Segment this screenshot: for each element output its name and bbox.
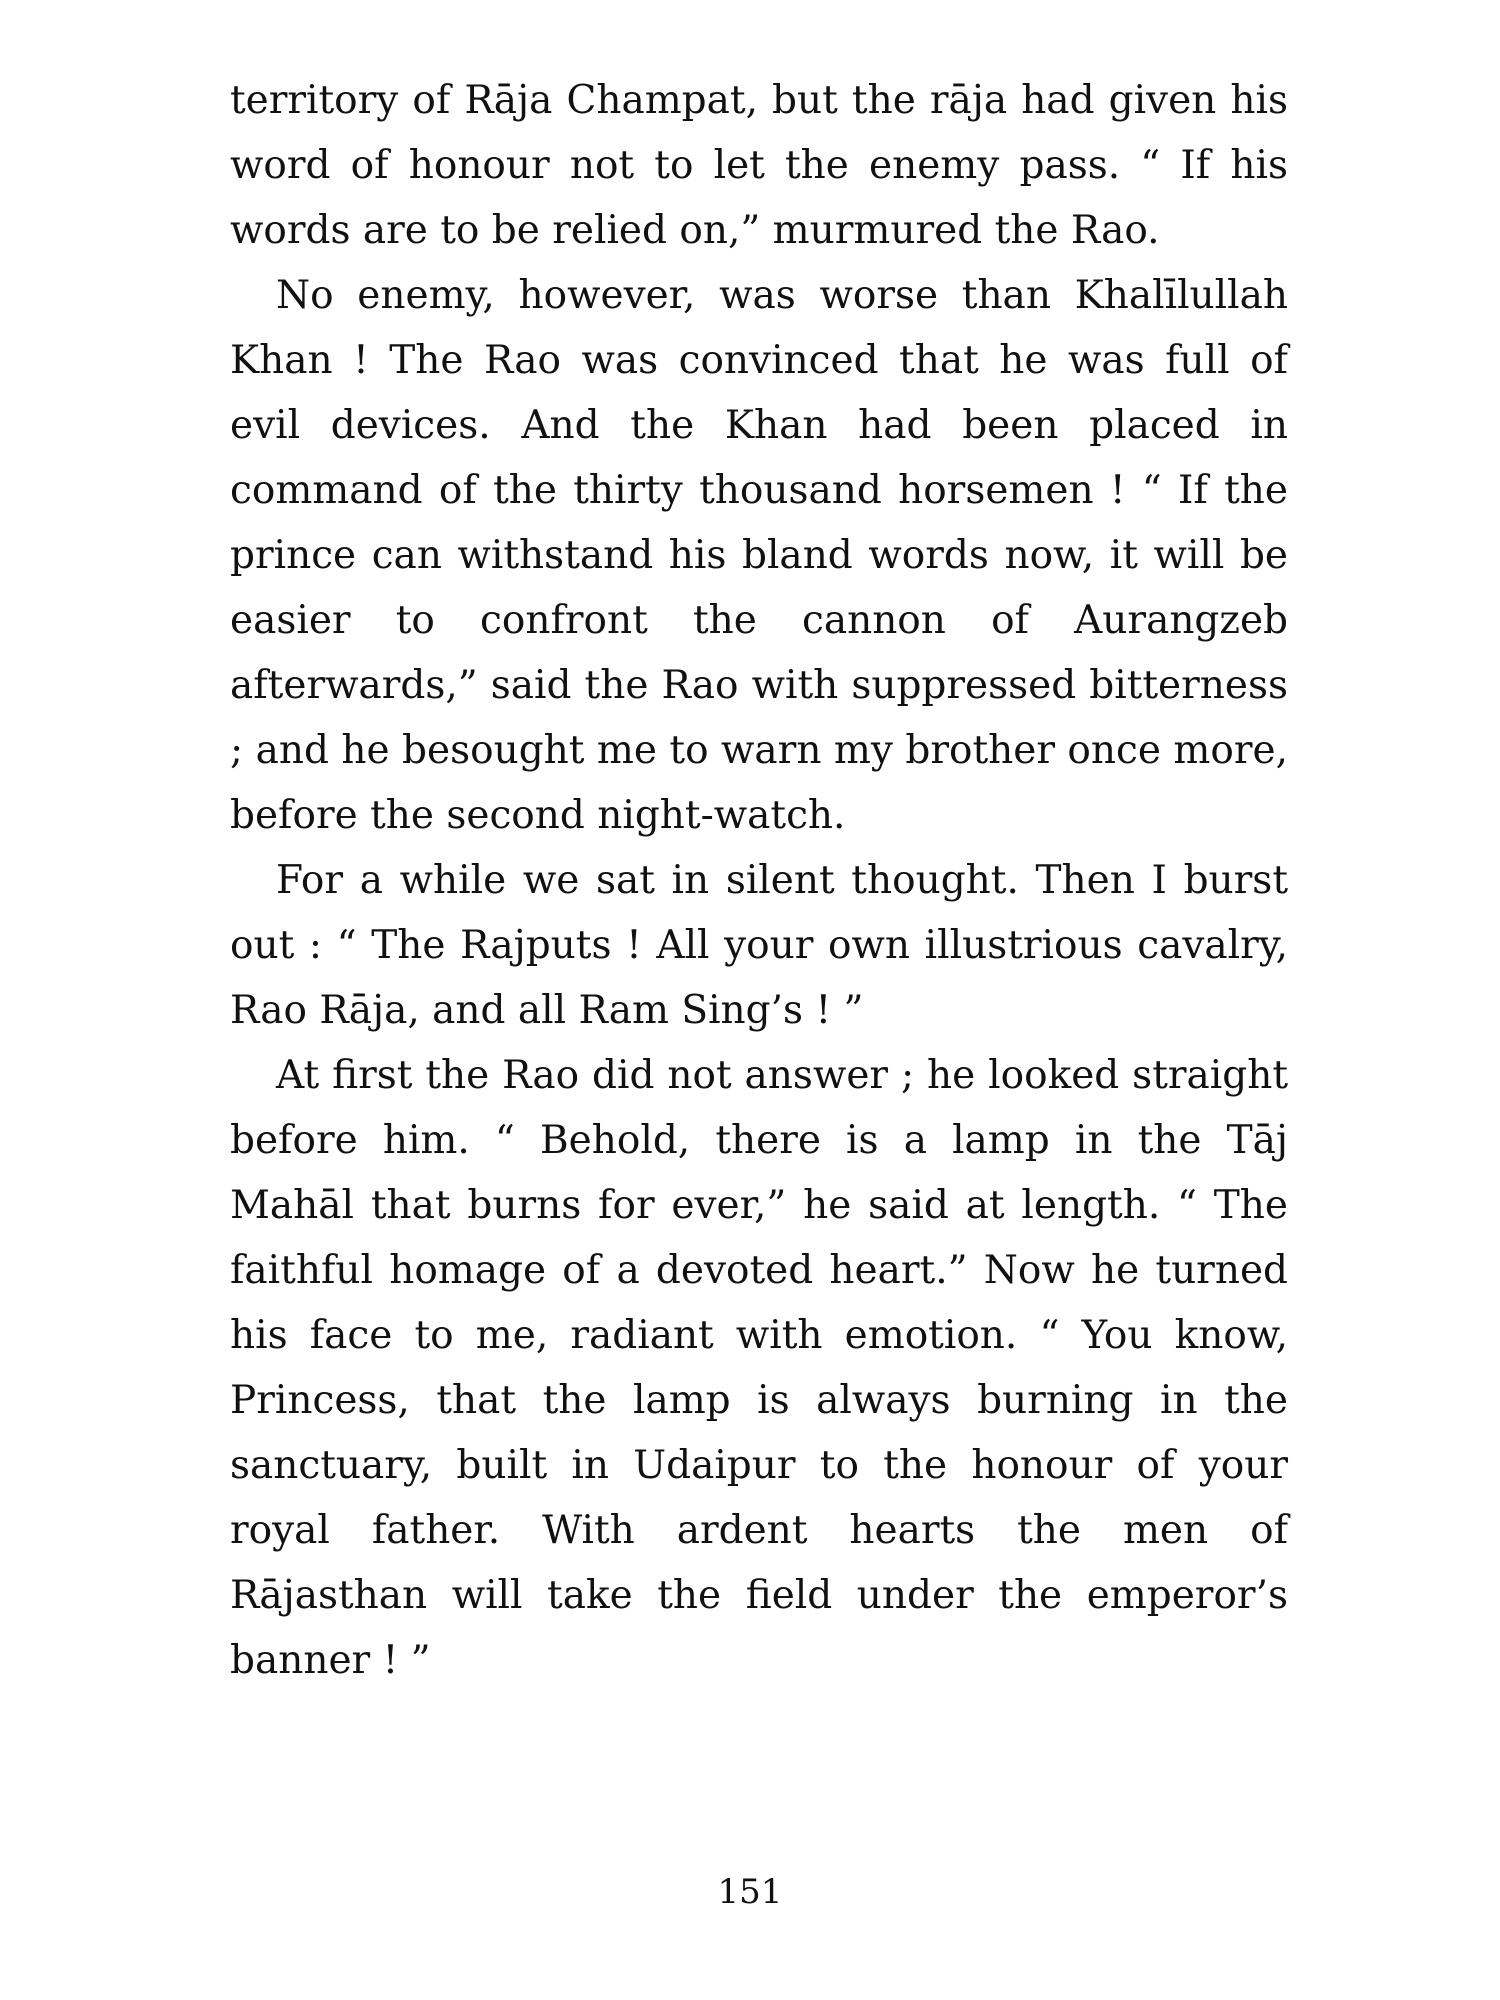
paragraph-2: No enemy, however, was worse than Khalīlullah Khan ! The Rao was convinced that he was full of evil devices. And the Khan had been placed in command of the thirty thousand horsemen ! “ If the prince can withstand his bland words now, it will be easier to confront the cannon of Aurangzeb afterwards,” said the Rao with suppressed bitterness ; and he besought me to warn my brother once more, before the second night-watch. [230,273,1288,838]
paragraph-3: For a while we sat in silent thought. Then I burst out : “ The Rajputs ! All your own illustrious cavalry, Rao Rāja, and all Ram Sing’s ! ” [230,858,1288,1033]
paragraph-4: At first the Rao did not answer ; he looked straight before him. “ Behold, there is a lamp in the Tāj Mahāl that burns for ever,” he said at length. “ The faithful homage of a devoted heart.” Now he turned his face to me, radiant with emotion. “ You know, Princess, that the lamp is always burning in the sanctuary, built in Udaipur to the honour of your royal father. With ardent hearts the men of Rājasthan will take the field under the emperor’s banner ! ” [230,1053,1288,1683]
paragraph-1: territory of Rāja Champat, but the rāja had given his word of honour not to let the enemy pass. “ If his words are to be relied on,” murmured the Rao. [230,78,1288,253]
body-text [230,68,1288,1693]
page-number: 151 [717,1872,783,1912]
